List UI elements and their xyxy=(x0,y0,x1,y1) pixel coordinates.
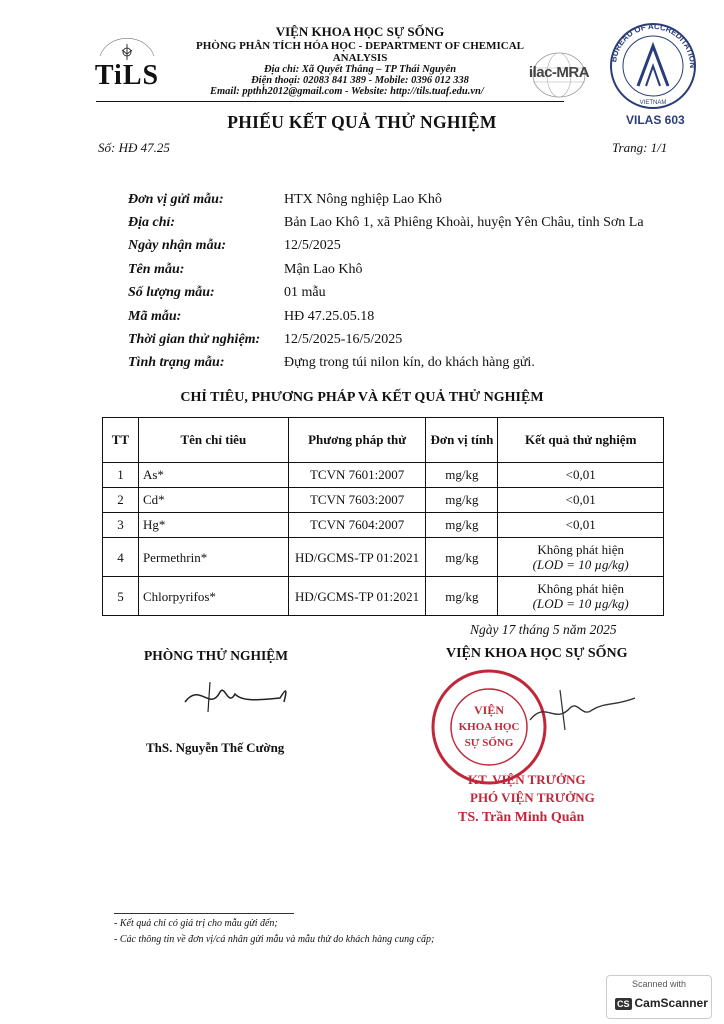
cell-method: HD/GCMS-TP 01:2021 xyxy=(288,538,426,577)
column-header: TT xyxy=(103,418,139,463)
info-value: Mận Lao Khô xyxy=(284,261,363,277)
camscanner-watermark xyxy=(606,975,712,1019)
header-divider xyxy=(96,101,564,102)
lab-title: PHÒNG THỬ NGHIỆM xyxy=(144,648,289,663)
cell-result xyxy=(498,577,664,616)
column-header: Phương pháp thử xyxy=(288,418,426,463)
phone-line: Điện thoại: 02083 841 389 - Mobile: 0396 012 338 xyxy=(251,75,469,86)
tils-logo xyxy=(92,30,162,92)
results-table xyxy=(102,417,664,616)
table-row xyxy=(103,488,664,513)
info-label: Ngày nhận mẫu: xyxy=(128,238,227,254)
cell-unit: mg/kg xyxy=(426,538,498,577)
results-subtitle: CHỈ TIÊU, PHƯƠNG PHÁP VÀ KẾT QUẢ THỬ NGHIỆM xyxy=(180,390,544,405)
cell-result: <0,01 xyxy=(498,488,664,513)
camscanner-icon: CS xyxy=(617,999,630,1009)
director-signature-icon xyxy=(520,680,640,740)
info-value: 12/5/2025-16/5/2025 xyxy=(284,332,403,348)
ilac-text: ilac-MRA xyxy=(528,64,590,81)
lab-person-name: ThS. Nguyễn Thế Cường xyxy=(146,740,285,755)
table-row xyxy=(103,538,664,577)
lod-text: (LOD = 10 µg/kg) xyxy=(532,596,629,611)
column-header: Tên chỉ tiêu xyxy=(138,418,288,463)
scanned-with-label: Scanned with xyxy=(631,979,687,989)
signature-date: Ngày 17 tháng 5 năm 2025 xyxy=(470,622,617,637)
info-label: Mã mẫu: xyxy=(128,308,182,324)
column-header: Kết quả thử nghiệm xyxy=(498,418,664,463)
table-header-row xyxy=(103,418,664,463)
vilas-code: VILAS 603 xyxy=(626,113,685,127)
cell-unit: mg/kg xyxy=(426,488,498,513)
cell-tt: 1 xyxy=(103,463,139,488)
bureau-country: VIETNAM xyxy=(639,100,667,106)
cell-result xyxy=(498,538,664,577)
info-value: 12/5/2025 xyxy=(284,238,341,254)
table-row xyxy=(103,513,664,538)
info-value: HTX Nông nghiệp Lao Khô xyxy=(284,191,442,207)
info-label: Đơn vị gửi mẫu: xyxy=(128,191,224,207)
table-row xyxy=(103,577,664,616)
info-row xyxy=(128,305,688,328)
svg-text:SỰ SỐNG: SỰ SỐNG xyxy=(464,737,514,749)
cell-name: Permethrin* xyxy=(138,538,288,577)
role-vice-director: PHÓ VIỆN TRƯỞNG xyxy=(470,790,595,805)
result-text: Không phát hiện xyxy=(537,542,624,557)
footnote: - Các thông tin về đơn vị/cá nhân gửi mẫu và mẫu thử do khách hàng cung cấp; xyxy=(114,934,435,945)
sample-info xyxy=(128,188,688,375)
info-row xyxy=(128,328,688,351)
cell-method: TCVN 7601:2007 xyxy=(288,463,426,488)
info-label: Tên mẫu: xyxy=(128,261,185,277)
cell-unit: mg/kg xyxy=(426,463,498,488)
cell-result: <0,01 xyxy=(498,513,664,538)
cell-name: Hg* xyxy=(138,513,288,538)
cell-name: Chlorpyrifos* xyxy=(138,577,288,616)
info-value: HĐ 47.25.05.18 xyxy=(284,308,375,324)
director-name: TS. Trần Minh Quân xyxy=(458,810,585,825)
cell-result: <0,01 xyxy=(498,463,664,488)
camscanner-text: CamScanner xyxy=(634,996,708,1010)
info-row xyxy=(128,258,688,281)
document-number: Số: HĐ 47.25 xyxy=(98,140,170,155)
lod-text: (LOD = 10 µg/kg) xyxy=(532,557,629,572)
info-label: Thời gian thử nghiệm: xyxy=(128,332,261,348)
cell-tt: 4 xyxy=(103,538,139,577)
info-row xyxy=(128,188,688,211)
result-text: Không phát hiện xyxy=(537,581,624,596)
info-row xyxy=(128,352,688,375)
cell-method: HD/GCMS-TP 01:2021 xyxy=(288,577,426,616)
svg-text:VIỆN: VIỆN xyxy=(473,703,505,717)
cell-unit: mg/kg xyxy=(426,577,498,616)
info-label: Tình trạng mẫu: xyxy=(128,355,225,371)
bureau-arc-text: BUREAU OF ACCREDITATION xyxy=(609,21,698,69)
role-deputy: KT. VIỆN TRƯỞNG xyxy=(468,772,586,787)
footnote: - Kết quả chỉ có giá trị cho mẫu gửi đến; xyxy=(114,918,278,929)
letterhead xyxy=(170,24,550,97)
page-indicator: Trang: 1/1 xyxy=(612,140,668,155)
column-header: Đơn vị tính xyxy=(426,418,498,463)
cell-method: TCVN 7603:2007 xyxy=(288,488,426,513)
info-label: Số lượng mẫu: xyxy=(128,285,215,301)
lab-signature-icon xyxy=(180,672,300,722)
info-row xyxy=(128,235,688,258)
ilac-mra-logo xyxy=(528,50,590,100)
svg-text:KHOA HỌC: KHOA HỌC xyxy=(458,721,520,733)
document-title: PHIẾU KẾT QUẢ THỬ NGHIỆM xyxy=(227,112,497,132)
address-line: Địa chỉ: Xã Quyết Thắng – TP Thái Nguyên xyxy=(263,64,457,75)
info-value: 01 mẫu xyxy=(284,285,326,301)
cell-name: Cd* xyxy=(138,488,288,513)
info-row xyxy=(128,211,688,234)
table-row xyxy=(103,463,664,488)
cell-method: TCVN 7604:2007 xyxy=(288,513,426,538)
info-row xyxy=(128,282,688,305)
cell-unit: mg/kg xyxy=(426,513,498,538)
info-label: Địa chỉ: xyxy=(128,215,176,231)
cell-tt: 3 xyxy=(103,513,139,538)
camscanner-brand xyxy=(615,996,708,1010)
institute-title: VIỆN KHOA HỌC SỰ SỐNG xyxy=(446,646,628,661)
cell-name: As* xyxy=(138,463,288,488)
accreditation-seal-icon xyxy=(598,20,708,116)
info-value: Bản Lao Khô 1, xã Phiêng Khoài, huyện Yên Châu, tỉnh Sơn La xyxy=(284,215,644,231)
institute-name: VIỆN KHOA HỌC SỰ SỐNG xyxy=(275,24,445,39)
logo-text: TiLS xyxy=(94,60,160,91)
cell-tt: 2 xyxy=(103,488,139,513)
cell-tt: 5 xyxy=(103,577,139,616)
footnote-divider xyxy=(114,913,294,914)
department-name: PHÒNG PHÂN TÍCH HÓA HỌC - DEPARTMENT OF CHEMICAL ANALYSIS xyxy=(196,40,524,64)
info-value: Đựng trong túi nilon kín, do khách hàng gửi. xyxy=(284,355,535,371)
contact-line: Email: ppthh2012@gmail.com - Website: http://tils.tuaf.edu.vn/ xyxy=(210,86,484,97)
